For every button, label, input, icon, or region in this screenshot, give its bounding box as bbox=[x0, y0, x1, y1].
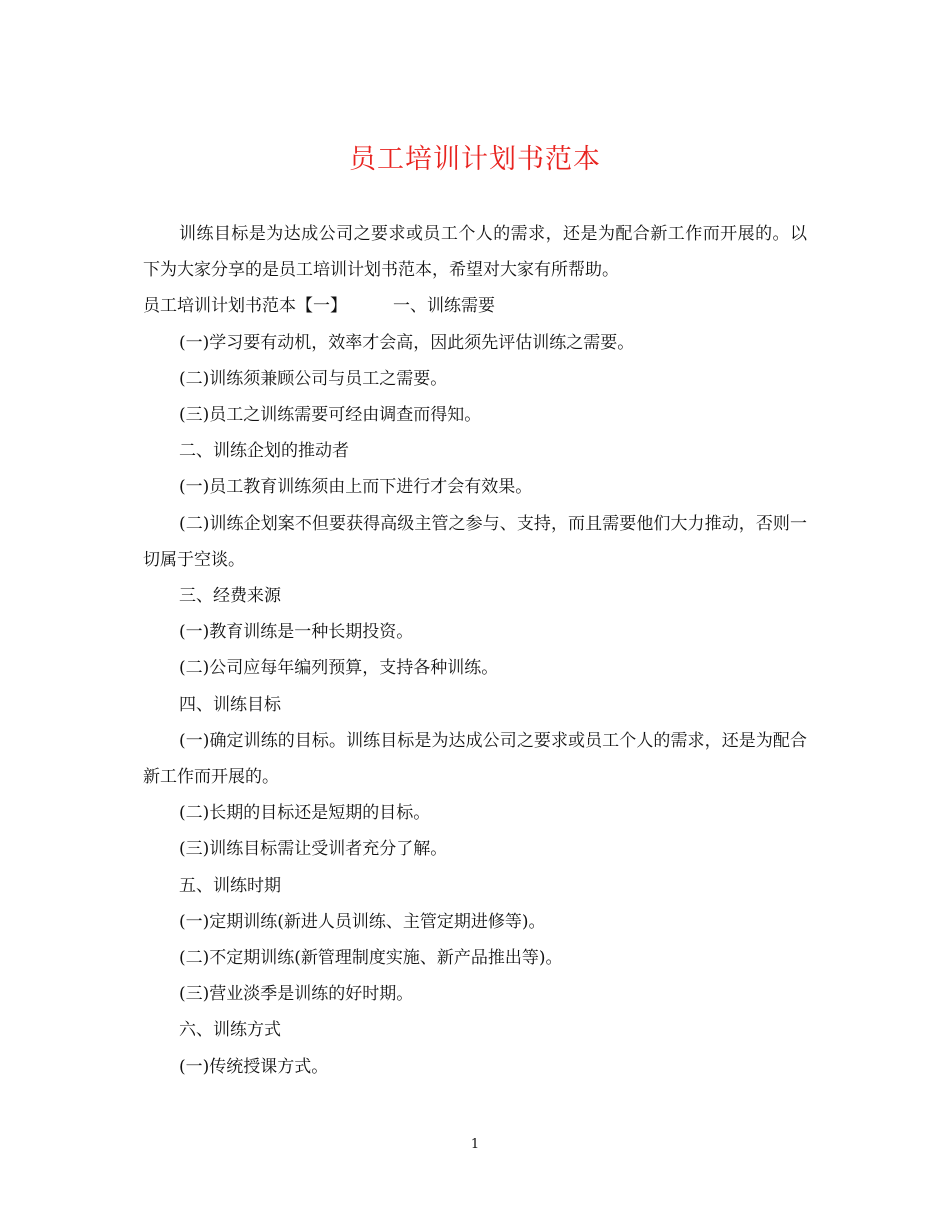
list-item: (二)公司应每年编列预算，支持各种训练。 bbox=[179, 658, 499, 679]
list-item: (二)不定期训练(新管理制度实施、新产品推出等)。 bbox=[179, 948, 563, 969]
list-item: (一)定期训练(新进人员训练、主管定期进修等)。 bbox=[179, 911, 546, 932]
section-heading: 四、训练目标 bbox=[179, 694, 281, 715]
section-heading: 二、训练企划的推动者 bbox=[179, 441, 349, 462]
list-item: (一)员工教育训练须由上而下进行才会有效果。 bbox=[179, 477, 533, 498]
list-item: (二)训练企划案不但要获得高级主管之参与、支持，而且需要他们大力推动，否则一切属于空谈。 bbox=[143, 513, 807, 570]
list-item: (二)训练须兼顾公司与员工之需要。 bbox=[179, 368, 448, 389]
page-number: 1 bbox=[470, 1137, 480, 1152]
list-item: (一)确定训练的目标。训练目标是为达成公司之要求或员工个人的需求，还是为配合新工作而开展的。 bbox=[143, 730, 807, 788]
section-heading: 三、经费来源 bbox=[179, 586, 281, 607]
list-item: (二)长期的目标还是短期的目标。 bbox=[179, 803, 431, 824]
list-item: (三)营业淡季是训练的好时期。 bbox=[179, 984, 414, 1005]
list-item: (一)传统授课方式。 bbox=[179, 1056, 329, 1077]
list-item: (三)员工之训练需要可经由调查而得知。 bbox=[179, 405, 482, 426]
sample-heading: 员工培训计划书范本【一】 bbox=[143, 296, 347, 317]
list-item: (一)教育训练是一种长期投资。 bbox=[179, 622, 414, 643]
document-title: 员工培训计划书范本 bbox=[349, 144, 601, 175]
section-heading: 五、训练时期 bbox=[179, 875, 281, 896]
section-heading: 一、训练需要 bbox=[393, 296, 495, 317]
sample-heading-line bbox=[143, 288, 807, 324]
section-heading: 六、训练方式 bbox=[179, 1020, 281, 1041]
intro-paragraph: 训练目标是为达成公司之要求或员工个人的需求，还是为配合新工作而开展的。以下为大家分享的是员工培训计划书范本，希望对大家有所帮助。 bbox=[143, 224, 807, 281]
document-body bbox=[143, 216, 807, 1085]
list-item: (三)训练目标需让受训者充分了解。 bbox=[179, 839, 448, 860]
list-item: (一)学习要有动机，效率才会高，因此须先评估训练之需要。 bbox=[179, 332, 635, 353]
